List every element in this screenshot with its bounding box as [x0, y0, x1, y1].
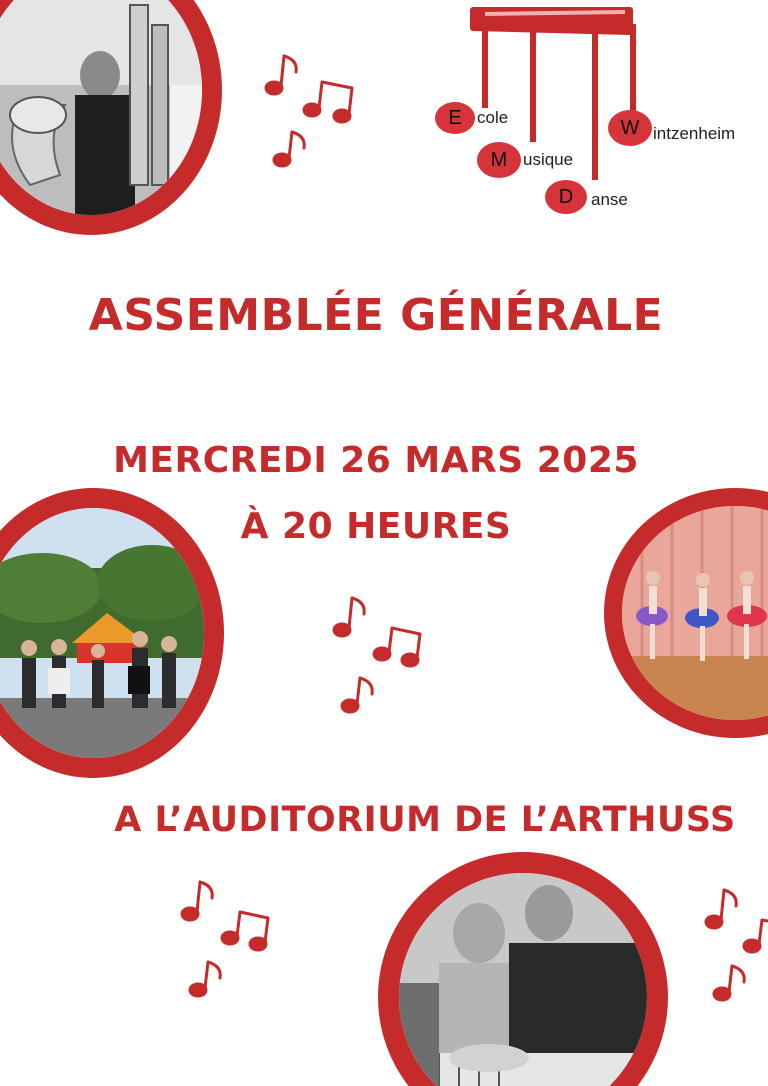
logo-word-wintzenheim: intzenheim — [653, 124, 736, 143]
piano-lesson-image — [399, 873, 647, 1086]
event-date: MERCREDI 26 MARS 2025 — [113, 440, 639, 481]
event-title: ASSEMBLÉE GÉNÉRALE — [88, 290, 664, 341]
logo-letter-e: E — [435, 102, 475, 134]
school-logo — [425, 0, 765, 230]
logo-word-ecole: cole — [477, 108, 509, 127]
music-notes-icon — [262, 48, 362, 173]
brass-band-photo — [0, 0, 222, 235]
logo-word-musique: usique — [523, 150, 574, 169]
logo-letter-m: M — [477, 142, 521, 178]
music-notes-icon — [330, 592, 430, 717]
music-notes-icon — [700, 884, 768, 1009]
music-notes-icon — [178, 876, 278, 1001]
brass-band-image — [0, 0, 202, 215]
piano-lesson-photo — [378, 852, 668, 1086]
logo-letter-w: W — [608, 110, 652, 146]
logo-letter-d: D — [545, 180, 587, 214]
logo-word-danse: anse — [591, 190, 628, 209]
event-time: À 20 HEURES — [240, 506, 512, 547]
event-location: A L’AUDITORIUM DE L’ARTHUSS — [114, 800, 736, 840]
